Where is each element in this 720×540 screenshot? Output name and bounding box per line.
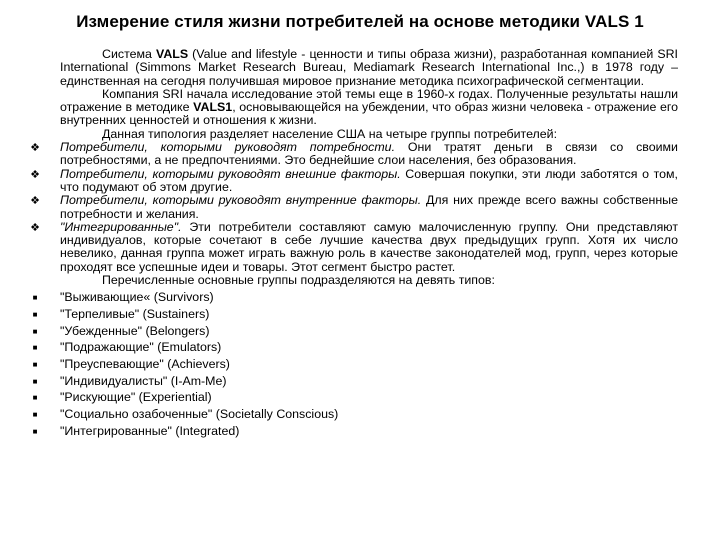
diamond-bullet-icon: ❖ — [30, 194, 40, 208]
intro-paragraph-3: Данная типология разделяет население США на четыре группы потребителей: — [102, 126, 558, 141]
list-item: ■ "Индивидуалисты" (I-Am-Me) — [60, 375, 678, 388]
list-item: ■ "Рискующие" (Experiential) — [60, 391, 678, 404]
diamond-bullet-icon: ❖ — [30, 141, 40, 155]
square-bullet-icon: ■ — [32, 360, 38, 370]
consumer-group-list — [30, 140, 678, 274]
list-item: ❖ Потребители, которыми руководят потребности. Они тратят деньги в связи со своими потребностями, а не предпочтениями. Это беднейшие слои населения, без образования. — [30, 140, 678, 168]
diamond-bullet-icon: ❖ — [30, 220, 40, 234]
list-item: ■ "Преуспевающие" (Achievers) — [60, 358, 678, 371]
square-bullet-icon: ■ — [32, 376, 38, 386]
list-item: ■ "Подражающие" (Emulators) — [60, 341, 678, 354]
square-bullet-icon: ■ — [32, 293, 38, 303]
list-item: ❖ Потребители, которыми руководят внешние факторы. Совершая покупки, эти люди заботятся о том, что подумают об этом другие. — [30, 166, 678, 194]
square-bullet-icon: ■ — [32, 343, 38, 353]
list-item: ■ "Терпеливые" (Sustainers) — [60, 308, 678, 321]
intro-paragraph-2: Компания SRI начала исследование этой темы еще в 1960-х годах. Полученные результаты нашли отражение в методике VALS1, основывающейся на убеждении, что образ жизни человека - отражение его внутренних ценностей и отношения к жизни. — [60, 86, 679, 128]
list-item: ❖ "Интегрированные". Эти потребители составляют самую малочисленную группу. Они представляют индивидуалов, которые сочетают в себе лучшие качества двух предыдущих групп. Хотя их число невелико, данная группа может играть важную роль в качестве законодателей мод, групп, через которые проходят все успешные идеи и товары. Этот сегмент быстро растет. — [30, 219, 678, 274]
list-item: ■ "Выживающие« (Survivors) — [60, 291, 678, 304]
list-item: ■ "Убежденные" (Belongers) — [60, 325, 678, 338]
square-bullet-icon: ■ — [32, 393, 38, 403]
square-bullet-icon: ■ — [32, 426, 38, 436]
consumer-type-list — [32, 290, 678, 438]
square-bullet-icon: ■ — [32, 326, 38, 336]
types-intro: Перечисленные основные группы подразделяются на девять типов: — [102, 273, 495, 288]
list-item: ■ "Социально озабоченные" (Societally Conscious) — [60, 408, 678, 421]
list-item: ■ "Интегрированные" (Integrated) — [60, 425, 678, 438]
slide-body — [30, 47, 679, 442]
intro-paragraph-1: Система VALS (Value and lifestyle - ценности и типы образа жизни), разработанная компанией SRI International (Simmons Market Research Bureau, Mediamark Research International Inc.,) в 1978 году – единственная на сегодня получившая мировое признание методика психографической сегментации. — [60, 47, 679, 88]
list-item: ❖ Потребители, которыми руководят внутренние факторы. Для них прежде всего важны собственные потребности и желания. — [30, 193, 678, 221]
square-bullet-icon: ■ — [32, 310, 38, 320]
diamond-bullet-icon: ❖ — [30, 167, 40, 181]
slide-title: Измерение стиля жизни потребителей на основе методики VALS 1 — [76, 12, 644, 31]
square-bullet-icon: ■ — [32, 410, 38, 420]
